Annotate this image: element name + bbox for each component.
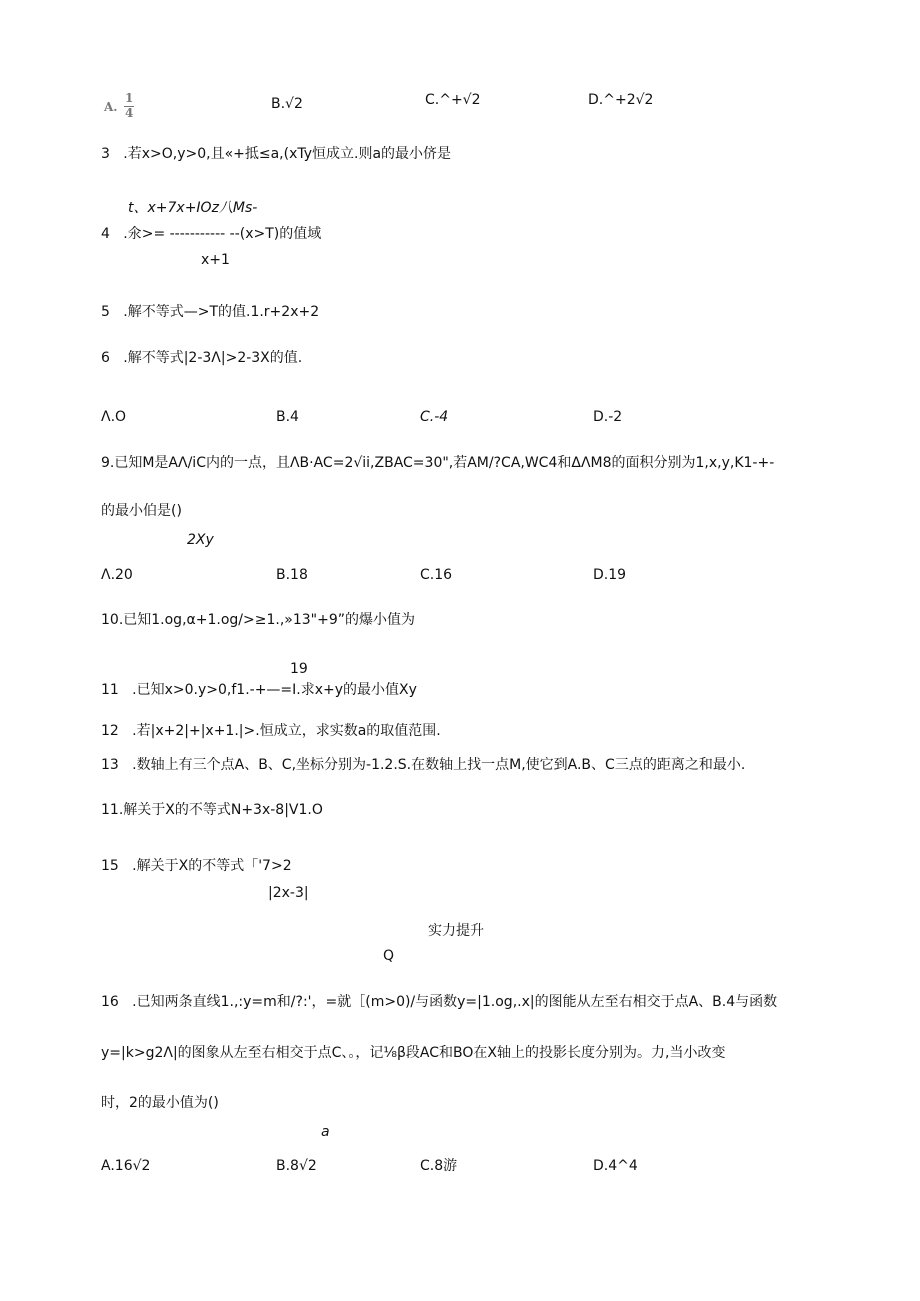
section-mark: Q — [383, 948, 395, 964]
question-6: 6 .解不等式|2-3Λ|>2-3X的值. — [101, 350, 303, 366]
question-16-line2: y=|k>g2Λ|的图象从左至右相交于点C、。，记⅛β段AC和BO在X轴上的投影长度分别为。力,当小改变 — [101, 1045, 726, 1061]
row3-option-b: B.18 — [276, 567, 308, 583]
row4-option-c: C.8游 — [420, 1158, 458, 1174]
question-13: 13 .数轴上有三个点A、B、C,坐标分别为-1.2.S.在数轴上找一点M,使它到A.B、C三点的距离之和最小. — [101, 757, 746, 773]
question-4-denominator: x+1 — [201, 252, 230, 268]
question-16-line3: 时，2的最小值为() — [101, 1095, 219, 1111]
question-10: 10.已知1.og,α+1.og/>≥1.,»13"+9”的爆小值为 — [101, 612, 415, 628]
row3-option-c: C.16 — [420, 567, 453, 583]
fraction-numerator: 1 — [125, 91, 134, 105]
row2-option-a: Λ.O — [101, 409, 127, 425]
question-9-line2: 的最小伯是() — [101, 503, 182, 519]
row3-option-d: D.19 — [593, 567, 627, 583]
option-a-fraction-image — [104, 92, 138, 122]
row4-option-d: D.4^4 — [593, 1158, 638, 1174]
question-4: 4 .氽>= ----------- --(x>T)的值域 — [101, 226, 322, 242]
row3-option-a: Λ.20 — [101, 567, 133, 583]
row4-option-b: B.8√2 — [276, 1158, 317, 1174]
question-15-denominator: |2x-3| — [268, 885, 309, 901]
row1-option-b: B.√2 — [271, 96, 303, 112]
question-12: 12 .若|x+2|+|x+1.|>.恒成立，求实数a的取值范围. — [101, 723, 441, 739]
option-a-label: A. — [104, 100, 118, 114]
question-16-line1: 16 .已知两条直线1.,:y=m和/?:'，=就［(m>0)/与函数y=|1.og,.x|的图能从左至右相交于点A、B.4与函数 — [101, 994, 778, 1010]
question-9-fraction: 2Xy — [187, 532, 214, 548]
row1-option-d: D.^+2√2 — [588, 92, 654, 108]
question-16-fraction: a — [321, 1124, 330, 1140]
row2-option-d: D.-2 — [593, 409, 623, 425]
question-3: 3 .若x>O,y>0,且«+抵≤a,(xTy恒成立.则a的最小侪是 — [101, 146, 452, 162]
row2-option-b: B.4 — [276, 409, 299, 425]
question-15: 15 .解关于X的不等式「'7>2 — [101, 858, 292, 874]
row4-option-a: A.16√2 — [101, 1158, 151, 1174]
fraction-denominator: 4 — [125, 106, 134, 120]
question-4-numerator: t、x+7x+IOz八Ms- — [128, 200, 258, 216]
question-11-numerator: 19 — [290, 661, 308, 677]
section-title: 实力提升 — [428, 923, 484, 939]
question-14: 11.解关于X的不等式N+3x-8|V1.O — [101, 802, 323, 818]
row2-option-c: C.-4 — [420, 409, 449, 425]
question-9-line1: 9.已知M是AΛ/iC内的一点，且ΛB·AC=2√ii,ZBAC=30",若AM/?CA,WC4和ΔΛM8的面积分别为1,x,y,K1-+- — [101, 455, 775, 471]
question-11: 11 .已知x>0.y>0,f1.-+—=I.求x+y的最小值Xy — [101, 682, 417, 698]
question-5: 5 .解不等式—>T的值.1.r+2x+2 — [101, 304, 320, 320]
row1-option-c: C.^+√2 — [425, 92, 481, 108]
